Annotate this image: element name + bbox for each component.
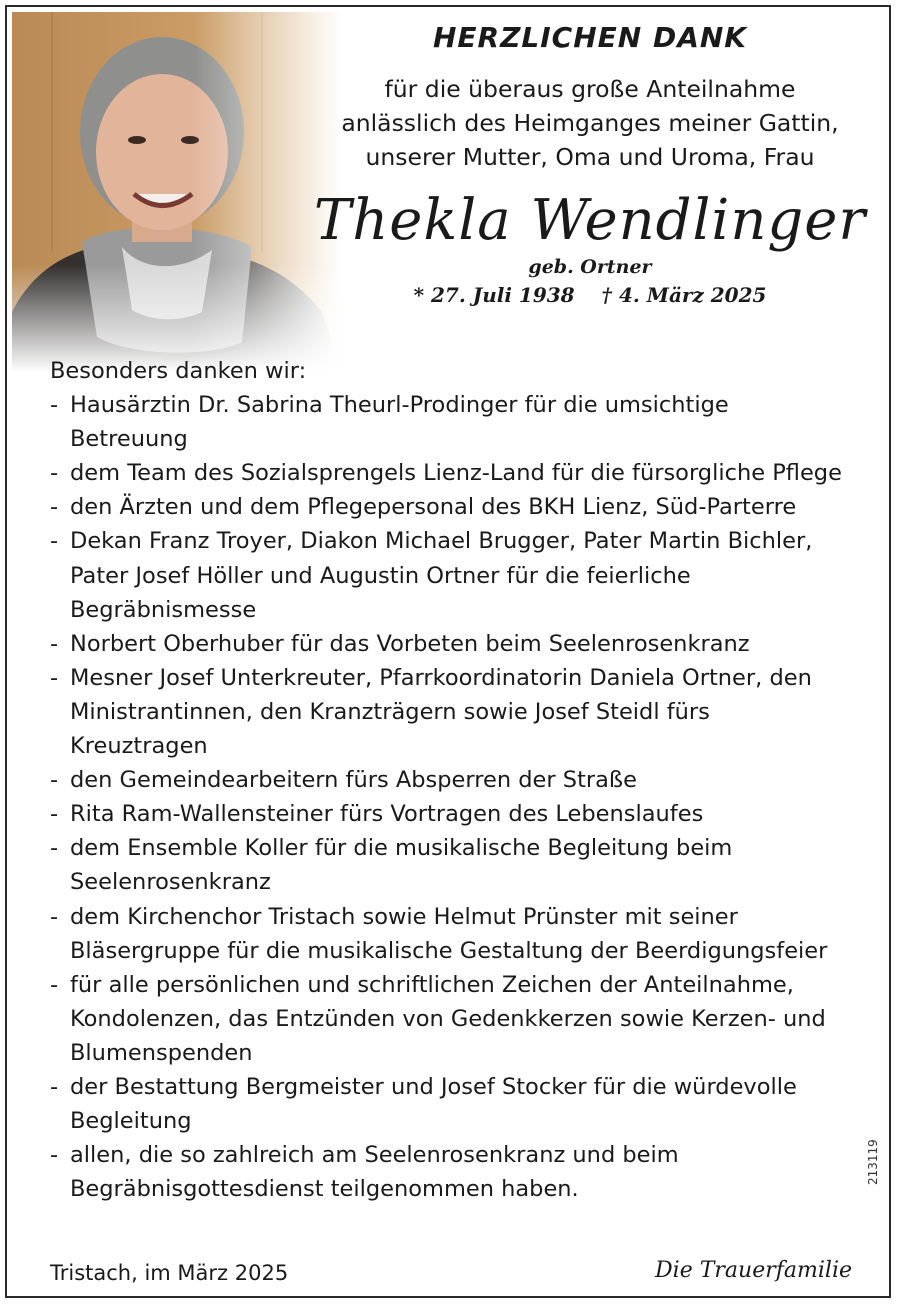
signature: Die Trauerfamilie <box>655 1258 852 1283</box>
list-item: - Dekan Franz Troyer, Diakon Michael Brugger, Pater Martin Bichler, Pater Josef Höller und Augustin Ortner für die feierliche Begräbnismesse <box>50 528 813 623</box>
ad-code: 213119 <box>866 1139 880 1185</box>
list-item: - Hausärztin Dr. Sabrina Theurl-Prodinger für die umsichtige Betreuung <box>50 392 729 453</box>
list-item: - allen, die so zahlreich am Seelenrosenkranz und beim Begräbnisgottesdienst teilgenommen haben. <box>50 1142 679 1203</box>
notice-title: HERZLICHEN DANK <box>432 21 748 54</box>
list-item: - Rita Ram-Wallensteiner fürs Vortragen des Lebenslaufes <box>50 801 704 828</box>
place-date: Tristach, im März 2025 <box>50 1261 289 1285</box>
list-item: - den Ärzten und dem Pflegepersonal des BKH Lienz, Süd-Parterre <box>50 494 797 521</box>
notice-header <box>300 18 880 310</box>
list-item: - dem Kirchenchor Tristach sowie Helmut Prünster mit seiner Bläsergruppe für die musikalische Gestaltung der Beerdigungsfeier <box>50 903 828 964</box>
list-item: - der Bestattung Bergmeister und Josef Stocker für die würdevolle Begleitung <box>50 1073 797 1135</box>
intro-text: für die überaus große Anteilnahme anlässlich des Heimganges meiner Gattin, unserer Mutter, Oma und Uroma, Frau <box>341 75 839 171</box>
list-item: - dem Ensemble Koller für die musikalische Begleitung beim Seelenrosenkranz <box>50 835 733 896</box>
portrait-photo <box>12 12 342 372</box>
birth-name: geb. Ortner <box>528 256 652 278</box>
list-item: - Mesner Josef Unterkreuter, Pfarrkoordinatorin Daniela Ortner, den Ministrantinnen, den Kranzträgern sowie Josef Steidl fürs Kreuztragen <box>50 664 812 760</box>
list-item: - den Gemeindearbeitern fürs Absperren der Straße <box>50 767 637 794</box>
list-item: - dem Team des Sozialsprengels Lienz-Land für die fürsorgliche Pflege <box>50 460 842 487</box>
list-item: - Norbert Oberhuber für das Vorbeten beim Seelenrosenkranz <box>50 630 750 657</box>
death-date: † 4. März 2025 <box>601 283 767 307</box>
thanks-list <box>50 388 850 1206</box>
life-dates <box>300 280 880 310</box>
thanks-body <box>50 354 850 1206</box>
thanks-intro: Besonders danken wir: <box>50 358 307 384</box>
birth-date: * 27. Juli 1938 <box>413 283 575 307</box>
deceased-name: Thekla Wendlinger <box>313 188 867 253</box>
list-item: - für alle persönlichen und schriftlichen Zeichen der Anteilnahme, Kondolenzen, das Entzünden von Gedenkkerzen sowie Kerzen- und Blumenspenden <box>50 971 826 1066</box>
